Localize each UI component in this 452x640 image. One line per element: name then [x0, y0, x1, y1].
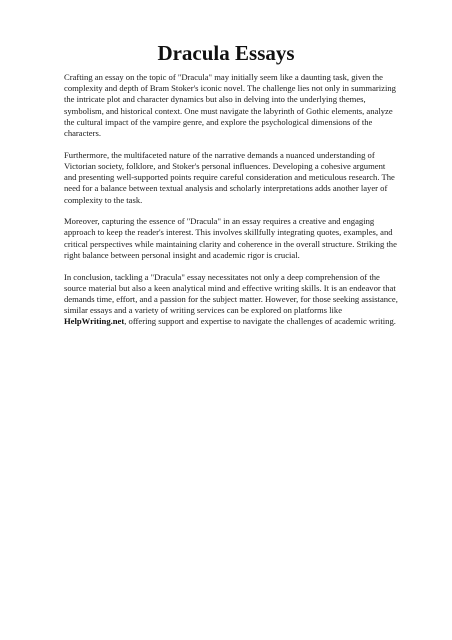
document-body [64, 72, 398, 338]
conclusion-text-after: , offering support and expertise to navigate the challenges of academic writing. [124, 316, 396, 327]
paragraph-furthermore: Furthermore, the multifaceted nature of the narrative demands a nuanced understanding of Victorian society, folklore, and Stoker's personal influences. Developing a cohesive argument and presenting well-supported points require careful consideration and meticulous research. The need for a balance between textual analysis and scholarly interpretations adds another layer of complexity to the task. [64, 149, 395, 205]
document-title: Dracula Essays [157, 41, 295, 65]
paragraph-moreover: Moreover, capturing the essence of "Dracula" in an essay requires a creative and engaging approach to keep the reader's interest. This involves skillfully integrating quotes, examples, and critical perspectives while maintaining clarity and coherence in the overall structure. Striking the right balance between personal insight and academic rigor is crucial. [64, 216, 397, 260]
helpwriting-link[interactable]: HelpWriting.net [64, 316, 125, 327]
paragraph-intro: Crafting an essay on the topic of "Dracula" may initially seem like a daunting task, given the complexity and depth of Bram Stoker's iconic novel. The challenge lies not only in summarizing the intricate plot and character dynamics but also in delving into the underlying themes, symbolism, and historical context. One must navigate the labyrinth of Gothic elements, analyze the cultural impact of the vampire genre, and explore the psychological dimensions of the characters. [64, 72, 396, 139]
paragraph-conclusion [64, 272, 398, 328]
conclusion-text-before: In conclusion, tackling a "Dracula" essay necessitates not only a deep comprehension of the source material but also a keen analytical mind and effective writing skills. It is an endeavor that demands time, effort, and a passion for the subject matter. However, for those seeking assistance, similar essays and a variety of writing services can be explored on platforms like [64, 271, 398, 316]
